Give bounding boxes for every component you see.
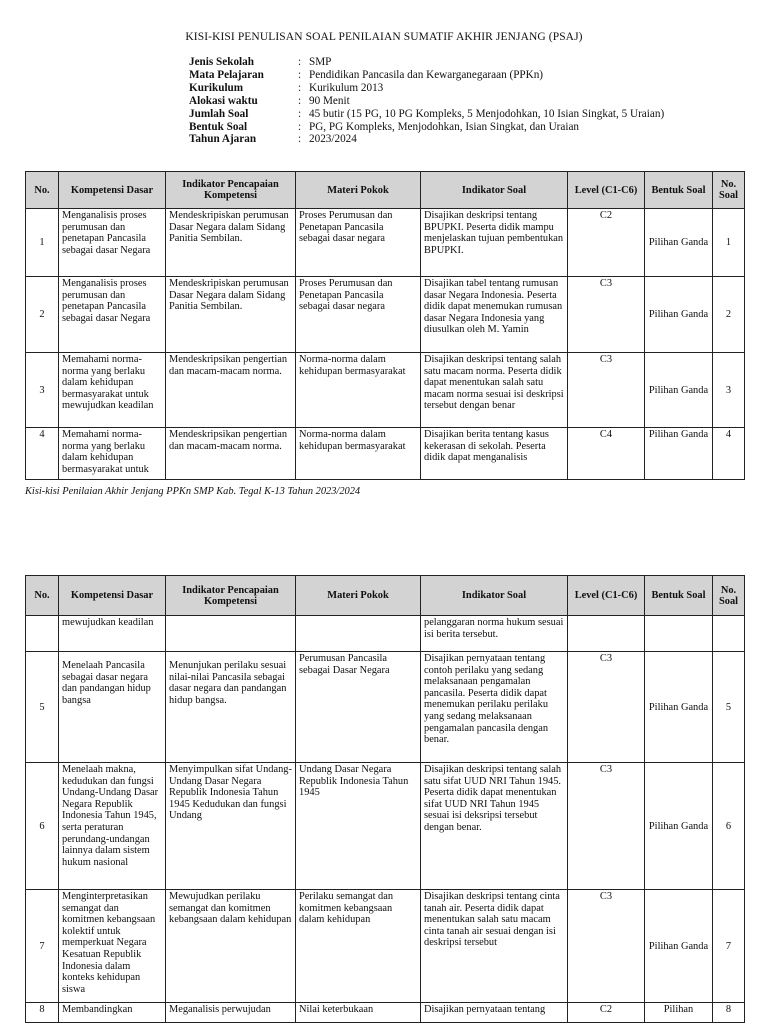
cell-ipk: Meganalisis perwujudan: [166, 1003, 296, 1023]
cell-materi-pokok: [296, 616, 421, 652]
info-value: 2023/2024: [309, 133, 357, 146]
cell-kompetensi-dasar: Memahami norma-norma yang berlaku dalam kehidupan bermasyarakat untuk: [59, 428, 166, 480]
cell-no: 6: [26, 763, 59, 890]
info-row: Alokasi waktu : 90 Menit: [189, 94, 350, 107]
kisi-table-page-2: [25, 575, 745, 1023]
cell-bentuk-soal: Pilihan Ganda: [645, 890, 713, 1003]
table-row: [26, 652, 745, 763]
cell-indikator-soal: Disajikan deskripsi tentang salah satu sifat UUD NRI Tahun 1945. Peserta didik dapat menentukan sifat UUD NRI Tahun 1945 sesuai isi deksripsi tersebut dengan benar.: [421, 763, 568, 890]
info-row: Bentuk Soal : PG, PG Kompleks, Menjodohkan, Isian Singkat, dan Uraian: [189, 120, 580, 133]
cell-materi-pokok: Nilai keterbukaan: [296, 1003, 421, 1023]
header-bentuk-soal: Bentuk Soal: [645, 576, 713, 616]
table-row: [26, 1003, 745, 1023]
info-key: Alokasi waktu: [189, 94, 258, 107]
header-indikator-soal: Indikator Soal: [421, 172, 568, 209]
cell-level: [568, 616, 645, 652]
cell-materi-pokok: Perumusan Pancasila sebagai Dasar Negara: [296, 652, 421, 763]
cell-no: 1: [26, 209, 59, 277]
table-row: [26, 209, 745, 277]
cell-no-soal: 7: [713, 890, 745, 1003]
cell-kompetensi-dasar: Menganalisis proses perumusan dan penetapan Pancasila sebagai dasar Negara: [59, 209, 166, 277]
cell-ipk: Mendeskripiskan perumusan Dasar Negara dalam Sidang Panitia Sembilan.: [166, 277, 296, 353]
info-key: Mata Pelajaran: [189, 68, 264, 81]
cell-no-soal: 4: [713, 428, 745, 480]
info-value: 45 butir (15 PG, 10 PG Kompleks, 5 Menjodohkan, 10 Isian Singkat, 5 Uraian): [309, 107, 665, 120]
cell-no-soal: 2: [713, 277, 745, 353]
cell-materi-pokok: Perilaku semangat dan komitmen kebangsaan dalam kehidupan: [296, 890, 421, 1003]
cell-indikator-soal: Disajikan deskripsi tentang BPUPKI. Peserta didik mampu menjelaskan tujuan pembentukan BPUPKI.: [421, 209, 568, 277]
cell-materi-pokok: Undang Dasar Negara Republik Indonesia Tahun 1945: [296, 763, 421, 890]
table-row: [26, 428, 745, 480]
table-header-row: [26, 576, 745, 616]
cell-level: C3: [568, 763, 645, 890]
info-key: Kurikulum: [189, 81, 244, 94]
cell-ipk: Menyimpulkan sifat Undang-Undang Dasar Negara Republik Indonesia Tahun 1945 Kedudukan dan fungsi Undang: [166, 763, 296, 890]
info-row: Tahun Ajaran : 2023/2024: [189, 133, 357, 146]
table-row: [26, 616, 745, 652]
cell-bentuk-soal: Pilihan Ganda: [645, 428, 713, 480]
cell-level: C3: [568, 890, 645, 1003]
cell-level: C3: [568, 277, 645, 353]
cell-bentuk-soal: [645, 616, 713, 652]
cell-no-soal: 8: [713, 1003, 745, 1023]
cell-no: 8: [26, 1003, 59, 1023]
header-level: Level (C1-C6): [568, 576, 645, 616]
cell-no-soal: [713, 616, 745, 652]
header-kompetensi-dasar: Kompetensi Dasar: [59, 576, 166, 616]
cell-kompetensi-dasar: Menelaah Pancasila sebagai dasar negara dan pandangan hidup bangsa: [59, 652, 166, 763]
cell-kompetensi-dasar: Menginterpretasikan semangat dan komitmen kebangsaan kolektif untuk memperkuat Negara Kesatuan Republik Indonesia dalam konteks kehidupan siswa: [59, 890, 166, 1003]
cell-bentuk-soal: Pilihan Ganda: [645, 353, 713, 428]
cell-level: C3: [568, 652, 645, 763]
cell-no-soal: 3: [713, 353, 745, 428]
info-key: Jenis Sekolah: [189, 56, 254, 68]
cell-bentuk-soal: Pilihan Ganda: [645, 652, 713, 763]
info-row: Jumlah Soal : 45 butir (15 PG, 10 PG Kompleks, 5 Menjodohkan, 10 Isian Singkat, 5 Uraian): [189, 107, 665, 120]
cell-no: 4: [26, 428, 59, 480]
cell-no: 7: [26, 890, 59, 1003]
info-key: Bentuk Soal: [189, 120, 248, 133]
cell-ipk: Mendeskripsikan pengertian dan macam-macam norma.: [166, 353, 296, 428]
info-value: SMP: [309, 56, 332, 68]
header-no-soal: No. Soal: [713, 172, 745, 209]
cell-bentuk-soal: Pilihan Ganda: [645, 209, 713, 277]
document-title: KISI-KISI PENULISAN SOAL PENILAIAN SUMATIF AKHIR JENJANG (PSAJ): [185, 31, 583, 43]
info-value: PG, PG Kompleks, Menjodohkan, Isian Singkat, dan Uraian: [309, 120, 580, 133]
cell-ipk: Menunjukan perilaku sesuai nilai-nilai Pancasila sebagai dasar negara dan pandangan hidup bangsa.: [166, 652, 296, 763]
cell-bentuk-soal: Pilihan Ganda: [645, 277, 713, 353]
header-kompetensi-dasar: Kompetensi Dasar: [59, 172, 166, 209]
info-row: Kurikulum : Kurikulum 2013: [189, 81, 384, 94]
cell-kompetensi-dasar: mewujudkan keadilan: [59, 616, 166, 652]
header-materi-pokok: Materi Pokok: [296, 576, 421, 616]
cell-materi-pokok: Proses Perumusan dan Penetapan Pancasila sebagai dasar negara: [296, 277, 421, 353]
info-key: Jumlah Soal: [189, 107, 249, 120]
cell-materi-pokok: Norma-norma dalam kehidupan bermasyarakat: [296, 428, 421, 480]
cell-bentuk-soal: Pilihan Ganda: [645, 763, 713, 890]
info-value: Pendidikan Pancasila dan Kewarganegaraan (PPKn): [309, 68, 544, 81]
cell-ipk: Mendeskripiskan perumusan Dasar Negara dalam Sidang Panitia Sembilan.: [166, 209, 296, 277]
info-row: Jenis Sekolah : SMP: [189, 56, 332, 68]
cell-kompetensi-dasar: Menganalisis proses perumusan dan penetapan Pancasila sebagai dasar Negara: [59, 277, 166, 353]
info-value: 90 Menit: [309, 94, 350, 107]
cell-level: C3: [568, 353, 645, 428]
table-row: [26, 353, 745, 428]
page-footer: Kisi-kisi Penilaian Akhir Jenjang PPKn SMP Kab. Tegal K-13 Tahun 2023/2024: [25, 486, 361, 497]
table-row: [26, 763, 745, 890]
cell-ipk: [166, 616, 296, 652]
cell-indikator-soal: Disajikan pernyataan tentang contoh perilaku yang sedang melaksanaan pengamalan pancasila. Peserta didik dapat menemukan perilaku perilaku yang sedang melaksanaan pengamalan pancasila dengan benar.: [421, 652, 568, 763]
info-value: Kurikulum 2013: [309, 81, 384, 94]
cell-kompetensi-dasar: Membandingkan: [59, 1003, 166, 1023]
table-row: [26, 890, 745, 1003]
info-row: Mata Pelajaran : Pendidikan Pancasila dan Kewarganegaraan (PPKn): [189, 68, 544, 81]
cell-indikator-soal: Disajikan tabel tentang rumusan dasar Negara Indonesia. Peserta didik dapat menemukan rumusan dasar Negara Indonesia yang diusulkan oleh M. Yamin: [421, 277, 568, 353]
header-ipk: Indikator Pencapaian Kompetensi: [166, 576, 296, 616]
header-no: No.: [26, 172, 59, 209]
header-indikator-soal: Indikator Soal: [421, 576, 568, 616]
kisi-table-page-1: [25, 171, 745, 480]
cell-no: 3: [26, 353, 59, 428]
table-header-row: [26, 172, 745, 209]
info-key: Tahun Ajaran: [189, 133, 257, 146]
header-materi-pokok: Materi Pokok: [296, 172, 421, 209]
cell-ipk: Mewujudkan perilaku semangat dan komitmen kebangsaan dalam kehidupan: [166, 890, 296, 1003]
cell-kompetensi-dasar: Menelaah makna, kedudukan dan fungsi Undang-Undang Dasar Negara Republik Indonesia Tahun 1945, serta peraturan perundang-undangan lainnya dalam sistem hukum nasional: [59, 763, 166, 890]
table-row: [26, 277, 745, 353]
cell-level: C4: [568, 428, 645, 480]
header-ipk: Indikator Pencapaian Kompetensi: [166, 172, 296, 209]
header-no-soal: No. Soal: [713, 576, 745, 616]
header-no: No.: [26, 576, 59, 616]
cell-bentuk-soal: Pilihan: [645, 1003, 713, 1023]
cell-ipk: Mendeskripsikan pengertian dan macam-macam norma.: [166, 428, 296, 480]
cell-indikator-soal: pelanggaran norma hukum sesuai isi berita tersebut.: [421, 616, 568, 652]
cell-no-soal: 5: [713, 652, 745, 763]
cell-indikator-soal: Disajikan berita tentang kasus kekerasan di sekolah. Peserta didik dapat menganalisis: [421, 428, 568, 480]
cell-level: C2: [568, 1003, 645, 1023]
cell-no-soal: 1: [713, 209, 745, 277]
cell-kompetensi-dasar: Memahami norma-norma yang berlaku dalam kehidupan bermasyarakat untuk mewujudkan keadilan: [59, 353, 166, 428]
cell-materi-pokok: Proses Perumusan dan Penetapan Pancasila sebagai dasar negara: [296, 209, 421, 277]
header-level: Level (C1-C6): [568, 172, 645, 209]
info-block: [189, 56, 664, 146]
cell-indikator-soal: Disajikan deskripsi tentang salah satu macam norma. Peserta didik dapat menentukan salah satu macam norma sesuai isi deskripsi tersebut dengan benar: [421, 353, 568, 428]
cell-no-soal: 6: [713, 763, 745, 890]
cell-indikator-soal: Disajikan pernyataan tentang: [421, 1003, 568, 1023]
cell-materi-pokok: Norma-norma dalam kehidupan bermasyarakat: [296, 353, 421, 428]
cell-no: 5: [26, 652, 59, 763]
cell-no: [26, 616, 59, 652]
cell-indikator-soal: Disajikan deskripsi tentang cinta tanah air. Peserta didik dapat menentukan salah satu macam cinta tanah air sesuai dengan isi deskripsi tersebut: [421, 890, 568, 1003]
header-bentuk-soal: Bentuk Soal: [645, 172, 713, 209]
cell-no: 2: [26, 277, 59, 353]
cell-level: C2: [568, 209, 645, 277]
